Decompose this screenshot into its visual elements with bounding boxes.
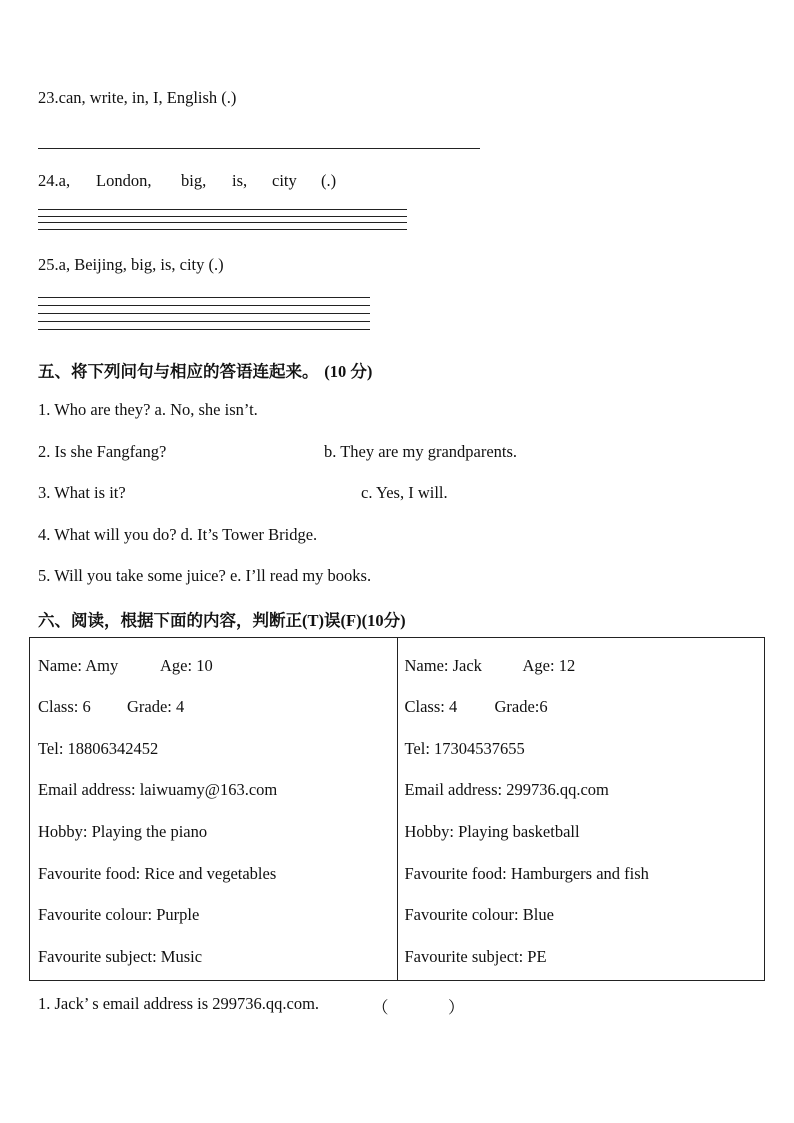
amy-grade: Grade: 4	[127, 697, 185, 716]
jack-age: Age: 12	[522, 656, 576, 675]
match-item: 2. Is she Fangfang?	[38, 442, 167, 461]
answer-line[interactable]	[38, 321, 370, 322]
question-23	[38, 88, 236, 108]
amy-email: Email address: laiwuamy@163.com	[38, 780, 278, 799]
section-title: 五、将下列问句与相应的答语连起来。	[38, 362, 319, 381]
answer-line[interactable]	[38, 216, 407, 217]
question-words: can, write, in, I, English (.)	[58, 88, 237, 107]
section-title-t: (T)	[302, 611, 324, 630]
word: city	[272, 171, 297, 190]
answer-line[interactable]	[38, 209, 407, 210]
match-item: 4. What will you do? d. It’s Tower Bridge.	[38, 525, 318, 544]
jack-name: Name: Jack	[404, 656, 482, 675]
section-title-f: (F)(10	[340, 611, 384, 630]
answer-line[interactable]	[38, 329, 370, 330]
word: (.)	[321, 171, 337, 190]
section-title-wrong: 误	[324, 611, 341, 630]
jack-grade: Grade:6	[494, 697, 548, 716]
section-score: (10 分)	[324, 362, 373, 381]
answer-line[interactable]	[38, 229, 407, 230]
question-number: 25.	[38, 255, 59, 274]
word: London,	[96, 171, 152, 190]
amy-class: Class: 6	[38, 697, 91, 716]
match-item: 5. Will you take some juice? e. I’ll read my books.	[38, 566, 372, 585]
match-answer: b. They are my grandparents.	[324, 442, 518, 461]
jack-email: Email address: 299736.qq.com	[404, 780, 609, 799]
answer-line[interactable]	[38, 313, 370, 314]
jack-hobby: Hobby: Playing basketball	[404, 822, 580, 841]
answer-line[interactable]	[38, 148, 480, 149]
amy-name: Name: Amy	[38, 656, 119, 675]
answer-bracket-open[interactable]: （	[372, 998, 389, 1017]
jack-colour: Favourite colour: Blue	[404, 905, 554, 924]
word: a,	[58, 171, 71, 190]
question-24	[38, 171, 70, 191]
statement-text: 1. Jack’ s email address is 299736.qq.com.	[38, 994, 320, 1013]
answer-line[interactable]	[38, 305, 370, 306]
jack-card	[397, 638, 765, 981]
section-5-heading	[38, 358, 372, 382]
amy-colour: Favourite colour: Purple	[38, 905, 200, 924]
section-6-heading	[38, 607, 406, 631]
answer-line[interactable]	[38, 222, 407, 223]
jack-subject: Favourite subject: PE	[404, 947, 547, 966]
amy-tel: Tel: 18806342452	[38, 739, 159, 758]
amy-subject: Favourite subject: Music	[38, 947, 203, 966]
word: is,	[232, 171, 248, 190]
true-false-statement	[38, 994, 319, 1014]
answer-line[interactable]	[38, 297, 370, 298]
amy-age: Age: 10	[160, 656, 213, 675]
word: big,	[181, 171, 207, 190]
question-number: 23.	[38, 88, 59, 107]
question-words: a, Beijing, big, is, city (.)	[58, 255, 224, 274]
jack-class: Class: 4	[404, 697, 458, 716]
question-number: 24.	[38, 171, 59, 190]
amy-hobby: Hobby: Playing the piano	[38, 822, 208, 841]
amy-food: Favourite food: Rice and vegetables	[38, 864, 277, 883]
match-item: 1. Who are they? a. No, she isn’t.	[38, 400, 258, 419]
section-title-close: )	[400, 611, 406, 630]
question-25	[38, 255, 224, 275]
jack-food: Favourite food: Hamburgers and fish	[404, 864, 649, 883]
amy-card	[30, 638, 398, 981]
match-item: 3. What is it?	[38, 483, 126, 502]
answer-bracket-close[interactable]: ）	[448, 998, 465, 1017]
section-title-points: 分	[383, 611, 401, 630]
section-title: 六、阅读，根据下面的内容，判断正	[38, 611, 302, 630]
jack-tel: Tel: 17304537655	[404, 739, 525, 758]
match-answer: c. Yes, I will.	[361, 483, 448, 502]
info-table	[29, 637, 765, 981]
